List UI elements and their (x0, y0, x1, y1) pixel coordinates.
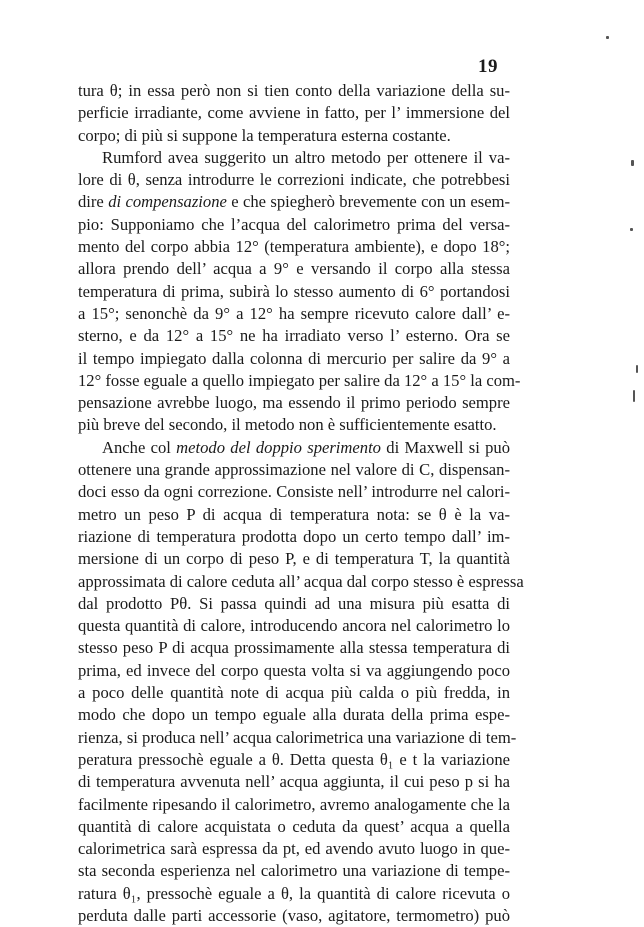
text-line: più breve del secondo, il metodo non è sufficientemente esatto. (78, 415, 497, 435)
scan-speck (630, 228, 633, 231)
text-run: Anche col (102, 437, 177, 457)
text-line: pensazione avrebbe luogo, ma essendo il primo periodo sempre (78, 393, 510, 413)
text-line: di temperatura avvenuta nell’ acqua aggiunta, il cui peso p si ha (78, 772, 510, 792)
text-line: riazione di temperatura prodotta dopo un certo tempo dall’ im- (78, 526, 510, 546)
text-run: e che spiegherò brevemente con un esem- (226, 192, 511, 212)
text-line: ottenere una grande approssimazione nel valore di C, dispensan- (78, 460, 510, 480)
italic-term: di compensazione (108, 192, 227, 212)
text-line: modo che dopo un tempo eguale alla durata della prima espe- (78, 705, 510, 725)
text-line: il tempo impiegato dalla colonna di mercurio per salire da 9° a (78, 348, 510, 368)
text-line: a 15°; senonchè da 9° a 12° ha sempre ricevuto calore dall’ e- (78, 303, 510, 323)
text-line: 12° fosse eguale a quello impiegato per salire da 12° a 15° la com- (78, 370, 521, 390)
text-line: facilmente ripesando il calorimetro, avremo analogamente che la (78, 794, 510, 814)
text-line: sta seconda esperienza nel calorimetro una variazione di tempe- (78, 861, 510, 881)
text-line: corpo; di più si suppone la temperatura esterna costante. (78, 125, 451, 145)
text-line: quantità di calore acquistata o ceduta da quest’ acqua a quella (78, 816, 510, 836)
text-line (78, 437, 510, 459)
text-line: Rumford avea suggerito un altro metodo per ottenere il va- (102, 147, 510, 167)
text-line: a poco delle quantità note di acqua più calda o più fredda, in (78, 683, 510, 703)
text-line: doci esso da ogni correzione. Consiste nell’ introdurre nel calori- (78, 482, 510, 502)
scan-speck (633, 390, 635, 402)
scan-speck (631, 160, 634, 166)
text-line: stesso peso P di acqua prossimamente alla stessa temperatura di (78, 638, 510, 658)
text-line: mento del corpo abbia 12° (temperatura ambiente), e dopo 18°; (78, 237, 510, 257)
text-line: temperatura di prima, subirà lo stesso aumento di 6° portandosi (78, 281, 510, 301)
text-line: rienza, si produca nell’ acqua calorimetrica una variazione di tem- (78, 727, 517, 747)
text-line: prima, ed invece del corpo questa volta si va aggiungendo poco (78, 660, 510, 680)
scan-speck (606, 36, 609, 39)
text-line: mersione di un corpo di peso P, e di temperatura T, la quantità (78, 549, 510, 569)
text-line: questa quantità di calore, introducendo ancora nel calorimetro lo (78, 616, 510, 636)
text-line (78, 191, 510, 213)
text-line: perduta dalle parti accessorie (vaso, agitatore, termometro) può (78, 905, 510, 925)
text-line: lore di θ, senza introdurre le correzioni indicate, che potrebbesi (78, 170, 510, 190)
text-line: peratura pressochè eguale a θ. Detta questa θ₁ e t la variazione (78, 749, 510, 769)
text-line: allora prendo dell’ acqua a 9° e versando il corpo alla stessa (78, 259, 510, 279)
text-line: sterno, e da 12° a 15° ne ha irradiato verso l’ esterno. Ora se (78, 326, 510, 346)
page-number: 19 (478, 56, 498, 77)
text-line: pio: Supponiamo che l’acqua del calorimetro prima del versa- (78, 214, 510, 234)
text-run: dire (78, 192, 109, 212)
text-line: metro un peso P di acqua di temperatura nota: se θ è la va- (78, 504, 510, 524)
text-run: di Maxwell si può (380, 437, 510, 457)
scan-speck (636, 365, 638, 373)
text-body (78, 80, 524, 927)
italic-term: metodo del doppio sperimento (176, 437, 381, 457)
text-line: perficie irradiante, come avviene in fatto, per l’ immersione del (78, 103, 510, 123)
text-line: ratura θ₁, pressochè eguale a θ, la quantità di calore ricevuta o (78, 883, 510, 903)
text-line: dal prodotto Pθ. Si passa quindi ad una misura più esatta di (78, 593, 510, 613)
text-line: tura θ; in essa però non si tien conto della variazione della su- (78, 81, 510, 100)
text-line: calorimetrica sarà espressa da pt, ed avendo avuto luogo in que- (78, 839, 510, 859)
text-line: approssimata di calore ceduta all’ acqua dal corpo stesso è espressa (78, 571, 524, 591)
